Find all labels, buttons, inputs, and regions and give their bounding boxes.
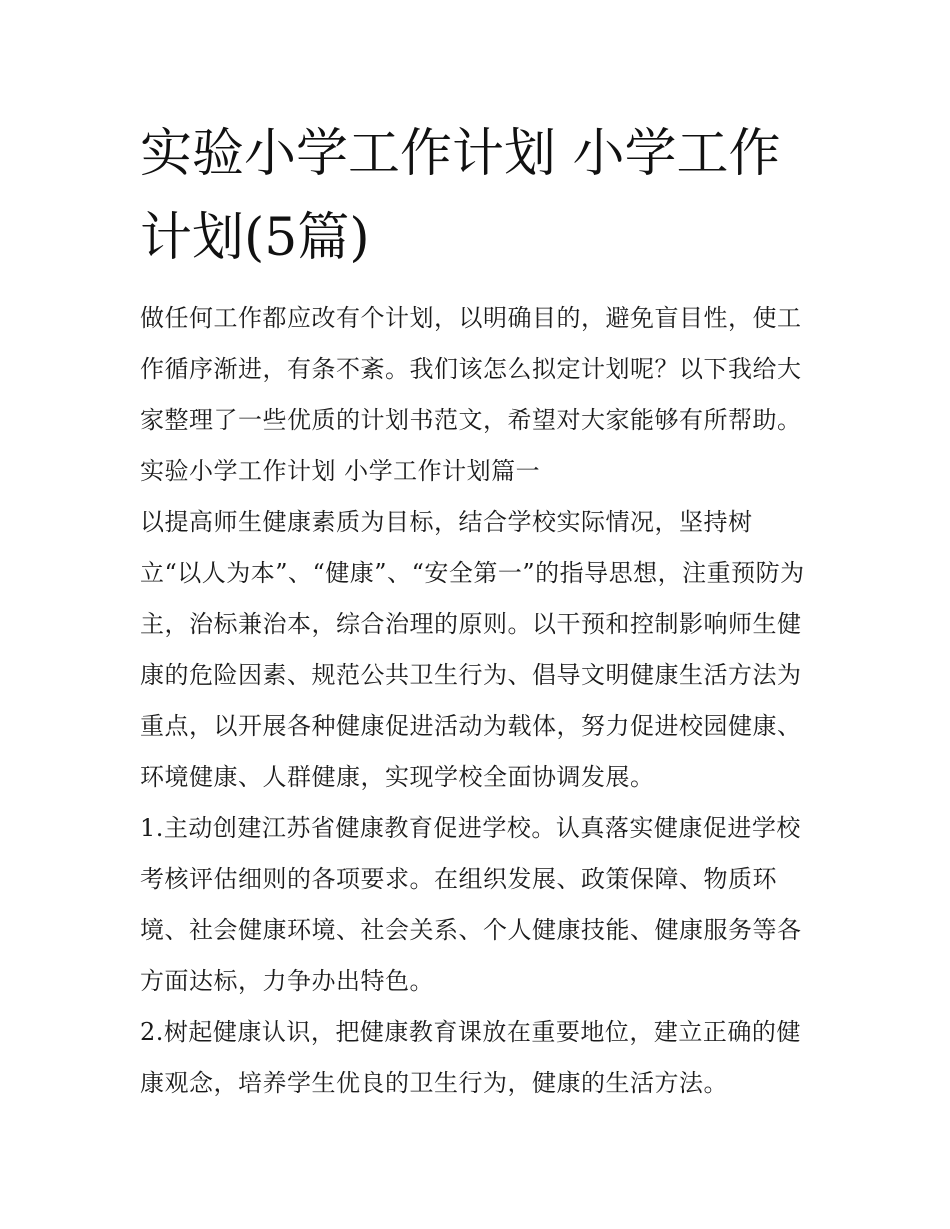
list-item-2: 2.树起健康认识，把健康教育课放在重要地位，建立正确的健康观念，培养学生优良的卫生行为，健康的生活方法。 bbox=[140, 1018, 801, 1097]
list-item-1: 1.主动创建江苏省健康教育促进学校。认真落实健康促进学校考核评估细则的各项要求。在组织发展、政策保障、物质环境、社会健康环境、社会关系、个人健康技能、健康服务等各方面达标，力争办出特色。 bbox=[140, 814, 802, 995]
document-body bbox=[140, 112, 812, 1109]
document-title: 实验小学工作计划 小学工作计划(5篇) bbox=[140, 124, 781, 268]
body-paragraph: 以提高师生健康素质为目标，结合学校实际情况，坚持树立“以人为本”、“健康”、“安全第一”的指导思想，注重预防为主，治标兼治本，综合治理的原则。以干预和控制影响师生健康的危险因素、规范公共卫生行为、倡导文明健康生活方法为重点，以开展各种健康促进活动为载体，努力促进校园健康、环境健康、人群健康，实现学校全面协调发展。 bbox=[140, 508, 805, 791]
intro-paragraph: 做任何工作都应改有个计划，以明确目的，避免盲目性，使工作循序渐进，有条不紊。我们该怎么拟定计划呢？以下我给大家整理了一些优质的计划书范文，希望对大家能够有所帮助。 bbox=[140, 304, 802, 434]
section-heading: 实验小学工作计划 小学工作计划篇一 bbox=[140, 457, 541, 485]
